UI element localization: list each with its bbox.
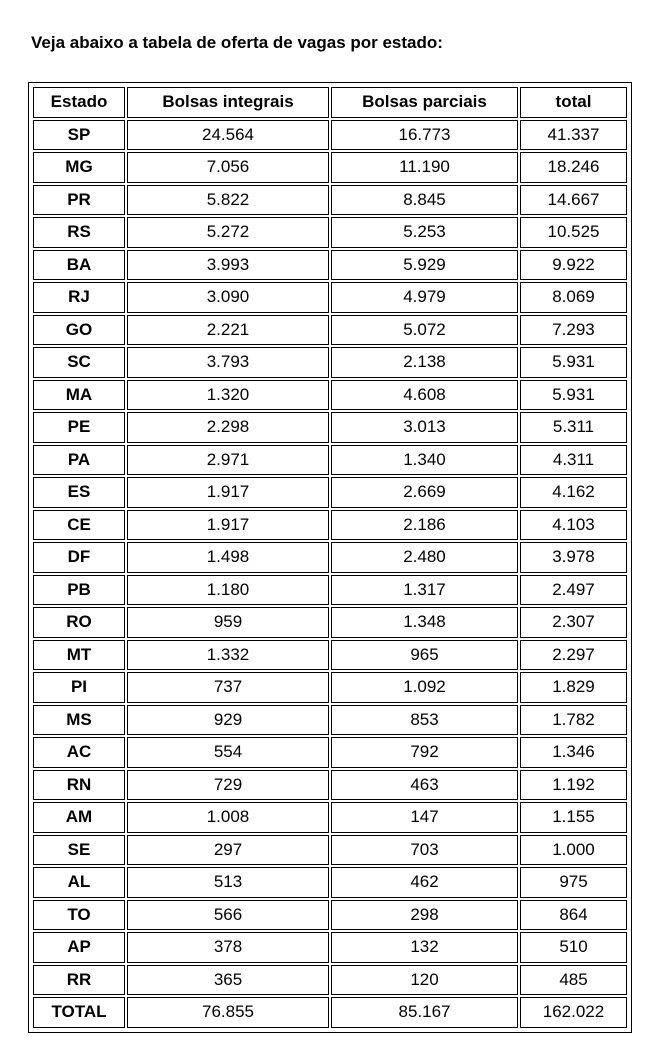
total-cell: 18.246 bbox=[520, 152, 627, 183]
table-row bbox=[33, 640, 627, 671]
table-row bbox=[33, 737, 627, 768]
state-cell: RO bbox=[33, 607, 125, 638]
table-row bbox=[33, 542, 627, 573]
state-cell: RJ bbox=[33, 282, 125, 313]
table-row bbox=[33, 250, 627, 281]
header-total: total bbox=[520, 87, 627, 118]
table-row bbox=[33, 900, 627, 931]
bolsas-parciais-cell: 85.167 bbox=[331, 997, 518, 1028]
vacancies-table-container bbox=[28, 82, 632, 1033]
bolsas-parciais-cell: 4.979 bbox=[331, 282, 518, 313]
bolsas-parciais-cell: 298 bbox=[331, 900, 518, 931]
bolsas-parciais-cell: 2.186 bbox=[331, 510, 518, 541]
bolsas-integrais-cell: 729 bbox=[127, 770, 329, 801]
total-cell: 864 bbox=[520, 900, 627, 931]
bolsas-parciais-cell: 3.013 bbox=[331, 412, 518, 443]
bolsas-parciais-cell: 16.773 bbox=[331, 120, 518, 151]
table-row bbox=[33, 510, 627, 541]
table-body bbox=[33, 120, 627, 1028]
bolsas-parciais-cell: 1.348 bbox=[331, 607, 518, 638]
total-cell: 10.525 bbox=[520, 217, 627, 248]
bolsas-integrais-cell: 554 bbox=[127, 737, 329, 768]
state-cell: PR bbox=[33, 185, 125, 216]
state-cell: MG bbox=[33, 152, 125, 183]
header-estado: Estado bbox=[33, 87, 125, 118]
table-row bbox=[33, 282, 627, 313]
state-cell: DF bbox=[33, 542, 125, 573]
table-row bbox=[33, 445, 627, 476]
header-bolsas-integrais: Bolsas integrais bbox=[127, 87, 329, 118]
total-cell: 975 bbox=[520, 867, 627, 898]
state-cell: AL bbox=[33, 867, 125, 898]
table-row bbox=[33, 380, 627, 411]
state-cell: TOTAL bbox=[33, 997, 125, 1028]
total-cell: 9.922 bbox=[520, 250, 627, 281]
bolsas-integrais-cell: 2.298 bbox=[127, 412, 329, 443]
bolsas-integrais-cell: 3.090 bbox=[127, 282, 329, 313]
bolsas-integrais-cell: 929 bbox=[127, 705, 329, 736]
bolsas-parciais-cell: 11.190 bbox=[331, 152, 518, 183]
state-cell: AM bbox=[33, 802, 125, 833]
bolsas-parciais-cell: 1.340 bbox=[331, 445, 518, 476]
state-cell: MS bbox=[33, 705, 125, 736]
table-row bbox=[33, 185, 627, 216]
table-row bbox=[33, 575, 627, 606]
bolsas-integrais-cell: 1.320 bbox=[127, 380, 329, 411]
total-cell: 1.782 bbox=[520, 705, 627, 736]
state-cell: SC bbox=[33, 347, 125, 378]
bolsas-integrais-cell: 1.917 bbox=[127, 510, 329, 541]
bolsas-integrais-cell: 3.993 bbox=[127, 250, 329, 281]
total-cell: 1.155 bbox=[520, 802, 627, 833]
bolsas-parciais-cell: 703 bbox=[331, 835, 518, 866]
total-cell: 41.337 bbox=[520, 120, 627, 151]
bolsas-integrais-cell: 7.056 bbox=[127, 152, 329, 183]
table-row bbox=[33, 315, 627, 346]
state-cell: RS bbox=[33, 217, 125, 248]
state-cell: MA bbox=[33, 380, 125, 411]
total-cell: 485 bbox=[520, 965, 627, 996]
bolsas-integrais-cell: 2.221 bbox=[127, 315, 329, 346]
bolsas-parciais-cell: 5.072 bbox=[331, 315, 518, 346]
bolsas-parciais-cell: 8.845 bbox=[331, 185, 518, 216]
total-cell: 510 bbox=[520, 932, 627, 963]
state-cell: PB bbox=[33, 575, 125, 606]
bolsas-integrais-cell: 1.180 bbox=[127, 575, 329, 606]
bolsas-integrais-cell: 737 bbox=[127, 672, 329, 703]
total-cell: 4.162 bbox=[520, 477, 627, 508]
state-cell: RR bbox=[33, 965, 125, 996]
state-cell: GO bbox=[33, 315, 125, 346]
table-row bbox=[33, 607, 627, 638]
bolsas-integrais-cell: 5.272 bbox=[127, 217, 329, 248]
bolsas-parciais-cell: 965 bbox=[331, 640, 518, 671]
state-cell: SE bbox=[33, 835, 125, 866]
bolsas-parciais-cell: 1.317 bbox=[331, 575, 518, 606]
bolsas-integrais-cell: 1.917 bbox=[127, 477, 329, 508]
bolsas-parciais-cell: 147 bbox=[331, 802, 518, 833]
bolsas-integrais-cell: 1.008 bbox=[127, 802, 329, 833]
state-cell: AP bbox=[33, 932, 125, 963]
total-cell: 1.829 bbox=[520, 672, 627, 703]
state-cell: PI bbox=[33, 672, 125, 703]
bolsas-integrais-cell: 378 bbox=[127, 932, 329, 963]
table-row bbox=[33, 835, 627, 866]
state-cell: MT bbox=[33, 640, 125, 671]
bolsas-parciais-cell: 462 bbox=[331, 867, 518, 898]
bolsas-parciais-cell: 132 bbox=[331, 932, 518, 963]
total-cell: 1.192 bbox=[520, 770, 627, 801]
table-row bbox=[33, 932, 627, 963]
table-header-row bbox=[33, 87, 627, 118]
bolsas-integrais-cell: 365 bbox=[127, 965, 329, 996]
state-cell: RN bbox=[33, 770, 125, 801]
state-cell: SP bbox=[33, 120, 125, 151]
bolsas-parciais-cell: 2.480 bbox=[331, 542, 518, 573]
bolsas-integrais-cell: 1.498 bbox=[127, 542, 329, 573]
total-cell: 1.000 bbox=[520, 835, 627, 866]
bolsas-parciais-cell: 463 bbox=[331, 770, 518, 801]
bolsas-integrais-cell: 1.332 bbox=[127, 640, 329, 671]
table-row bbox=[33, 477, 627, 508]
total-cell: 3.978 bbox=[520, 542, 627, 573]
total-cell: 5.931 bbox=[520, 347, 627, 378]
total-cell: 4.311 bbox=[520, 445, 627, 476]
state-cell: CE bbox=[33, 510, 125, 541]
total-cell: 14.667 bbox=[520, 185, 627, 216]
table-row bbox=[33, 672, 627, 703]
total-cell: 4.103 bbox=[520, 510, 627, 541]
bolsas-integrais-cell: 3.793 bbox=[127, 347, 329, 378]
bolsas-integrais-cell: 76.855 bbox=[127, 997, 329, 1028]
state-cell: ES bbox=[33, 477, 125, 508]
state-cell: PA bbox=[33, 445, 125, 476]
page-heading: Veja abaixo a tabela de oferta de vagas por estado: bbox=[31, 33, 443, 52]
total-cell: 8.069 bbox=[520, 282, 627, 313]
table-row bbox=[33, 965, 627, 996]
total-cell: 7.293 bbox=[520, 315, 627, 346]
total-cell: 5.311 bbox=[520, 412, 627, 443]
state-cell: AC bbox=[33, 737, 125, 768]
total-cell: 2.297 bbox=[520, 640, 627, 671]
state-cell: TO bbox=[33, 900, 125, 931]
table-row bbox=[33, 770, 627, 801]
table-row bbox=[33, 217, 627, 248]
table-row bbox=[33, 347, 627, 378]
bolsas-integrais-cell: 566 bbox=[127, 900, 329, 931]
table-total-row bbox=[33, 997, 627, 1028]
bolsas-integrais-cell: 513 bbox=[127, 867, 329, 898]
bolsas-integrais-cell: 24.564 bbox=[127, 120, 329, 151]
vacancies-table bbox=[31, 85, 629, 1030]
bolsas-parciais-cell: 5.253 bbox=[331, 217, 518, 248]
bolsas-parciais-cell: 2.138 bbox=[331, 347, 518, 378]
total-cell: 5.931 bbox=[520, 380, 627, 411]
table-row bbox=[33, 867, 627, 898]
bolsas-parciais-cell: 1.092 bbox=[331, 672, 518, 703]
bolsas-integrais-cell: 297 bbox=[127, 835, 329, 866]
state-cell: BA bbox=[33, 250, 125, 281]
bolsas-integrais-cell: 5.822 bbox=[127, 185, 329, 216]
bolsas-integrais-cell: 959 bbox=[127, 607, 329, 638]
bolsas-parciais-cell: 853 bbox=[331, 705, 518, 736]
table-row bbox=[33, 120, 627, 151]
total-cell: 1.346 bbox=[520, 737, 627, 768]
bolsas-parciais-cell: 2.669 bbox=[331, 477, 518, 508]
total-cell: 162.022 bbox=[520, 997, 627, 1028]
bolsas-integrais-cell: 2.971 bbox=[127, 445, 329, 476]
total-cell: 2.497 bbox=[520, 575, 627, 606]
total-cell: 2.307 bbox=[520, 607, 627, 638]
bolsas-parciais-cell: 120 bbox=[331, 965, 518, 996]
bolsas-parciais-cell: 792 bbox=[331, 737, 518, 768]
header-bolsas-parciais: Bolsas parciais bbox=[331, 87, 518, 118]
bolsas-parciais-cell: 5.929 bbox=[331, 250, 518, 281]
table-row bbox=[33, 412, 627, 443]
table-row bbox=[33, 152, 627, 183]
table-row bbox=[33, 705, 627, 736]
bolsas-parciais-cell: 4.608 bbox=[331, 380, 518, 411]
table-row bbox=[33, 802, 627, 833]
state-cell: PE bbox=[33, 412, 125, 443]
